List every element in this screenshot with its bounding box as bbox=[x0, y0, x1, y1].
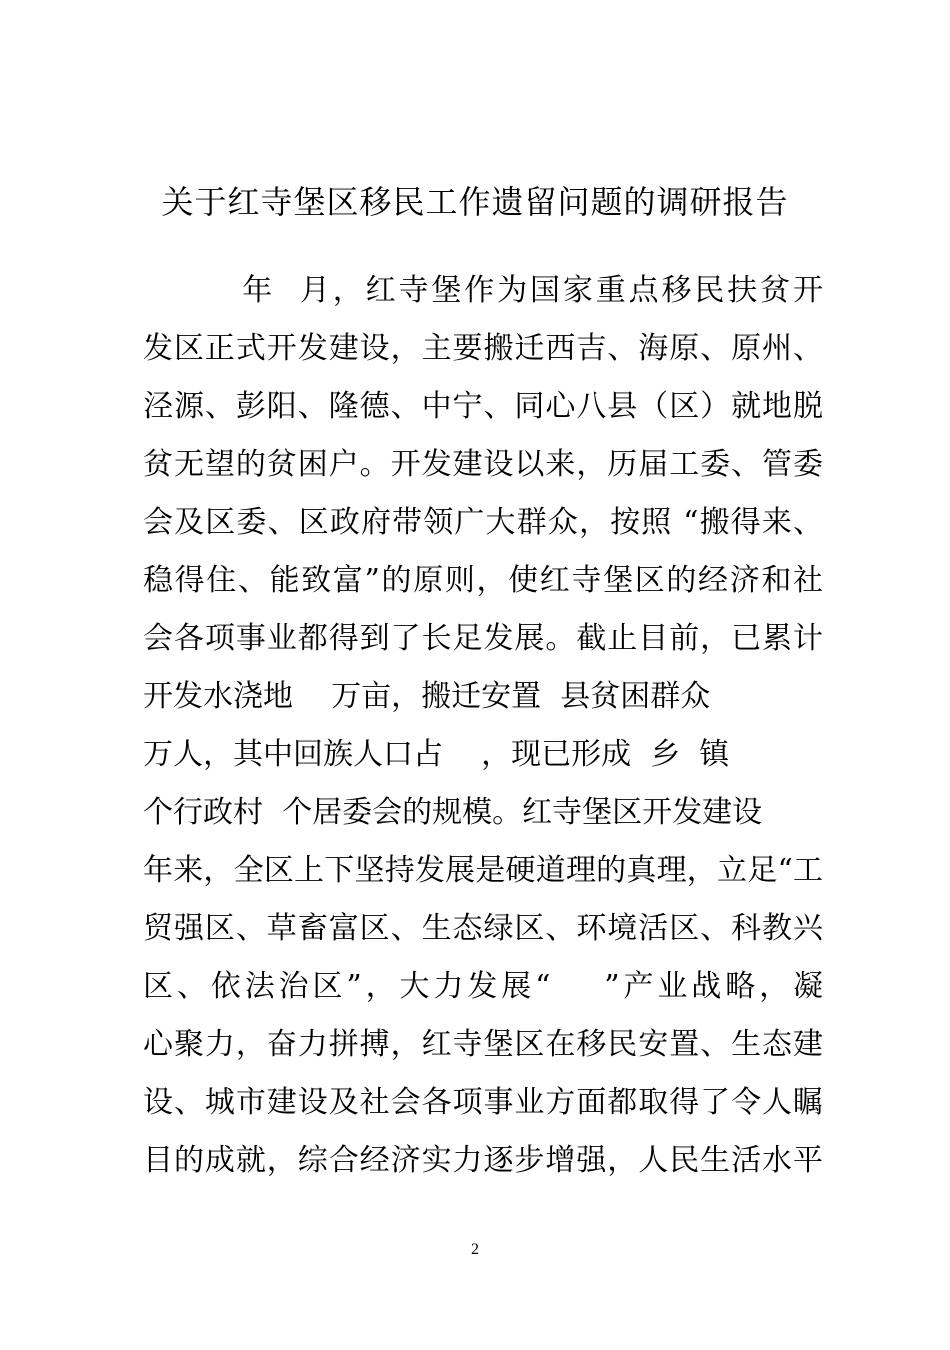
body-line-11: 年来，全区上下坚持发展是硬道理的真理，立足“工 bbox=[143, 853, 823, 888]
body-line-13: 区、依法治区”，大力发展“ ”产业战略，凝 bbox=[143, 969, 823, 1004]
body-line-2: 发区正式开发建设，主要搬迁西吉、海原、原州、 bbox=[143, 331, 823, 366]
body-line-7: 会各项事业都得到了长足发展。截止目前，已累计 bbox=[143, 621, 823, 656]
body-line-4: 贫无望的贫困户。开发建设以来，历届工委、管委 bbox=[143, 447, 823, 482]
report-title: 关于红寺堡区移民工作遗留问题的调研报告 bbox=[161, 183, 789, 221]
body-line-9: 万人，其中回族人口占 ，现已形成 乡 镇 bbox=[143, 737, 730, 772]
body-line-16: 目的成就，综合经济实力逐步增强，人民生活水平 bbox=[143, 1143, 823, 1178]
body-line-6: 稳得住、能致富”的原则，使红寺堡区的经济和社 bbox=[143, 563, 823, 598]
body-line-5: 会及区委、区政府带领广大群众，按照 “搬得来、 bbox=[143, 505, 823, 540]
body-line-10: 个行政村 个居委会的规模。红寺堡区开发建设 bbox=[143, 795, 763, 830]
body-line-3: 泾源、彭阳、隆德、中宁、同心八县（区）就地脱 bbox=[143, 389, 823, 424]
body-line-12: 贸强区、草畜富区、生态绿区、环境活区、科教兴 bbox=[143, 911, 823, 946]
body-line-14: 心聚力，奋力拼搏，红寺堡区在移民安置、生态建 bbox=[143, 1027, 823, 1062]
body-line-15: 设、城市建设及社会各项事业方面都取得了令人瞩 bbox=[143, 1085, 823, 1120]
report-body bbox=[143, 262, 823, 1190]
body-line-8: 开发水浇地 万亩，搬迁安置 县贫困群众 bbox=[143, 679, 711, 714]
body-line-1: 年 月，红寺堡作为国家重点移民扶贫开 bbox=[143, 273, 823, 308]
page-number: 2 bbox=[471, 1241, 479, 1258]
